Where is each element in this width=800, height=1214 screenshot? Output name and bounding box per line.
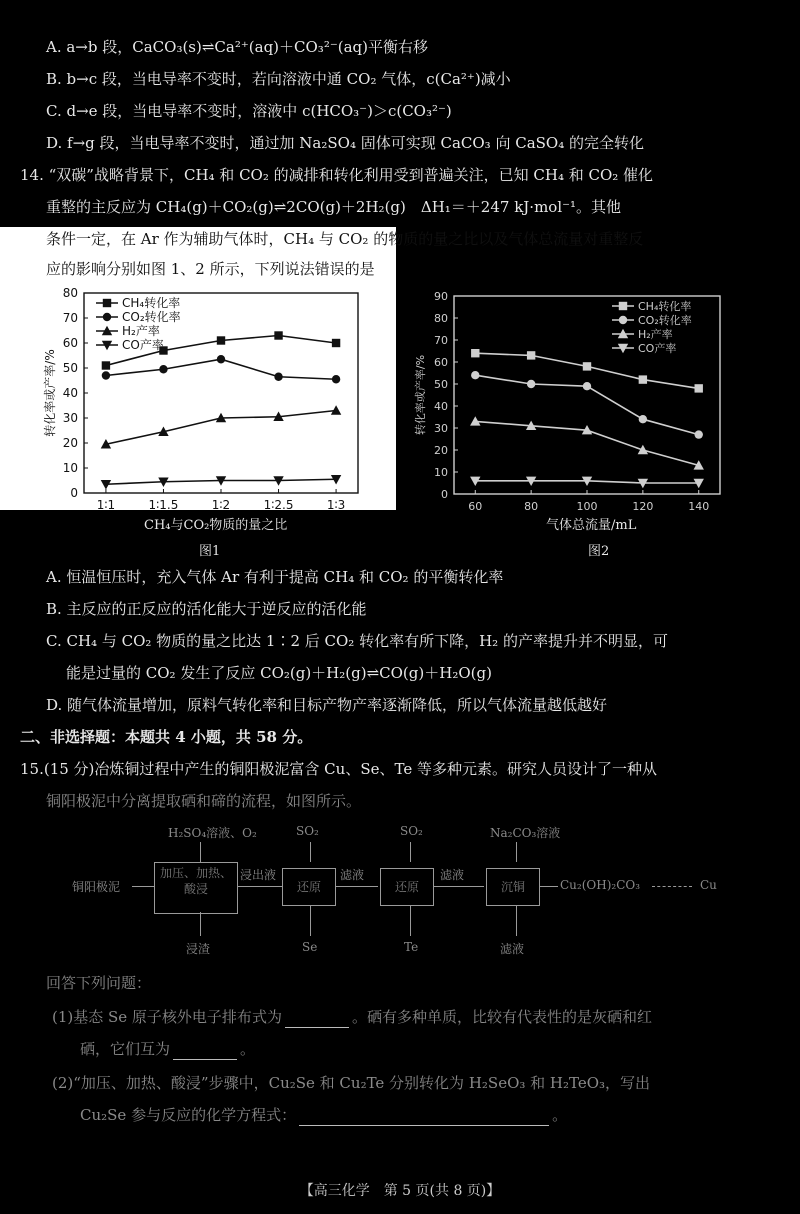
flow-input-1: H₂SO₄溶液、O₂ [168, 826, 257, 840]
flow-box-reduce-2: 还原 [380, 868, 434, 906]
y-tick-label: 80 [434, 312, 448, 325]
data-point [102, 361, 110, 369]
legend-marker [619, 302, 627, 310]
y-tick-label: 0 [70, 486, 78, 500]
section-2-heading: 二、非选择题：本题共 4 小题，共 58 分。 [20, 728, 313, 746]
data-point [102, 371, 110, 379]
q14-stem-line3-text: 条件一定，在 Ar 作为辅助气体时，CH₄ 与 CO₂ 的物质的量之比以及气体总流量对重整反 [46, 230, 644, 248]
q15-sub2-line1: (2)“加压、加热、酸浸”步骤中，Cu₂Se 和 Cu₂Te 分别转化为 H₂SeO₃ 和 H₂TeO₃，写出 [52, 1074, 651, 1092]
flow-final: Cu [700, 878, 717, 892]
x-tick-label: 1∶2.5 [263, 498, 294, 510]
flow-arrow-1 [238, 886, 282, 887]
flow-mid-3: 滤液 [440, 868, 465, 882]
data-point [159, 365, 167, 373]
y-tick-label: 60 [62, 336, 78, 350]
flow-arrow-4 [540, 886, 558, 887]
x-tick-label: 100 [576, 500, 598, 513]
y-tick-label: 50 [434, 378, 448, 391]
legend-label: CH₄转化率 [122, 296, 181, 310]
flow-arrow-in-1 [200, 842, 201, 862]
flow-output-1: 浸渣 [186, 942, 211, 956]
flow-arrow-out-4 [516, 906, 517, 936]
x-tick-label: 60 [468, 500, 483, 513]
q15-sub1-text-c: 硒，它们互为 [80, 1040, 171, 1058]
y-tick-label: 40 [434, 400, 448, 413]
page-footer: 【高三化学 第 5 页(共 8 页)】 [299, 1183, 501, 1199]
figure-2-xlabel: 气体总流量/mL [546, 518, 637, 533]
y-tick-label: 60 [434, 356, 448, 369]
q14-option-d: D. 随气体流量增加，原料气转化率和目标产物产率逐渐降低，所以气体流量越低越好 [46, 696, 608, 714]
legend-label: CO产率 [122, 338, 164, 352]
y-tick-label: 30 [434, 422, 448, 435]
prev-option-c: C. d→e 段，当电导率不变时，溶液中 c(HCO₃⁻)＞c(CO₃²⁻) [46, 102, 452, 120]
y-tick-label: 90 [434, 290, 448, 303]
flow-arrow-out-1 [200, 912, 201, 936]
legend-marker [619, 316, 627, 324]
flow-output-2: Se [302, 940, 318, 954]
q14-option-a: A. 恒温恒压时，充入气体 Ar 有利于提高 CH₄ 和 CO₂ 的平衡转化率 [46, 568, 504, 586]
q14-option-c: C. CH₄ 与 CO₂ 物质的量之比达 1∶2 后 CO₂ 转化率有所下降，H₂ 的产率提升并不明显，可 [46, 632, 668, 650]
legend-label: CO₂转化率 [638, 314, 692, 327]
flow-arrow-start [132, 886, 154, 887]
q15-sub1-text-b: 。硒有多种单质，比较有代表性的是灰硒和红 [351, 1008, 652, 1026]
flow-box-leach: 加压、加热、酸浸 [154, 862, 238, 914]
y-tick-label: 0 [441, 488, 448, 501]
flow-mid-1: 浸出液 [240, 868, 277, 882]
data-point [695, 384, 703, 392]
legend-marker [103, 299, 111, 307]
data-point [331, 405, 341, 414]
q15-sub2-blank[interactable] [299, 1109, 549, 1126]
flow-arrow-out-3 [410, 906, 411, 936]
q14-option-c-cont: 能是过量的 CO₂ 发生了反应 CO₂(g)＋H₂(g)⇌CO(g)＋H₂O(g) [66, 664, 492, 682]
data-point [527, 351, 535, 359]
y-axis-label: 转化率或产率/% [414, 354, 427, 436]
legend-label: CH₄转化率 [638, 300, 692, 313]
q14-stem-line1: 14. “双碳”战略背景下，CH₄ 和 CO₂ 的减排和转化利用受到普遍关注，已知 CH₄ 和 CO₂ 催化 [20, 166, 654, 184]
q14-option-b: B. 主反应的正反应的活化能大于逆反应的活化能 [46, 600, 367, 618]
flow-input-4: Na₂CO₃溶液 [490, 826, 561, 840]
y-tick-label: 80 [62, 286, 78, 300]
q14-stem-line2: 重整的主反应为 CH₄(g)＋CO₂(g)⇌2CO(g)＋2H₂(g) ΔH₁＝＋247 kJ·mol⁻¹。其他 [46, 198, 622, 216]
prev-option-d: D. f→g 段，当电导率不变时，通过加 Na₂SO₄ 固体可实现 CaCO₃ 向 CaSO₄ 的完全转化 [46, 134, 645, 152]
figure-1-caption: 图1 [199, 544, 221, 559]
figure-2-panel [398, 282, 728, 520]
flow-input-2: SO₂ [296, 824, 319, 838]
data-point [471, 349, 479, 357]
flow-box-reduce-1: 还原 [282, 868, 336, 906]
flow-input-3: SO₂ [400, 824, 423, 838]
y-tick-label: 20 [434, 444, 448, 457]
y-tick-label: 20 [62, 436, 78, 450]
legend-label: H₂产率 [122, 324, 160, 338]
data-point [217, 336, 225, 344]
legend-label: H₂产率 [638, 328, 673, 341]
q15-sub1-text-d: 。 [240, 1040, 256, 1058]
x-tick-label: 1∶1.5 [148, 498, 179, 510]
flow-arrow-in-2 [310, 842, 311, 862]
q14-stem-line3 [46, 228, 643, 250]
data-point [274, 373, 282, 381]
flow-start: 铜阳极泥 [72, 880, 121, 894]
data-point [695, 430, 703, 438]
q15-sub1-text-a: (1)基态 Se 原子核外电子排布式为 [52, 1008, 282, 1026]
x-tick-label: 140 [688, 500, 710, 513]
prev-option-a: A. a→b 段，CaCO₃(s)⇌Ca²⁺(aq)＋CO₃²⁻(aq)平衡右移 [46, 38, 428, 56]
y-axis-label: 转化率或产率/% [43, 349, 57, 437]
legend-label: CO₂转化率 [122, 310, 181, 324]
y-tick-label: 10 [62, 461, 78, 475]
x-tick-label: 1∶1 [96, 498, 116, 510]
data-point [639, 415, 647, 423]
q15-sub1-blank-2[interactable] [173, 1043, 237, 1060]
flow-arrow-3 [434, 886, 484, 887]
data-point [217, 355, 225, 363]
q15-sub2-text-b: Cu₂Se 参与反应的化学方程式： [80, 1106, 297, 1124]
x-tick-label: 80 [524, 500, 539, 513]
figure-1-xlabel: CH₄与CO₂物质的量之比 [144, 518, 288, 533]
flow-product: Cu₂(OH)₂CO₃ [560, 878, 641, 892]
data-point [639, 375, 647, 383]
y-tick-label: 30 [62, 411, 78, 425]
q15-sub1-line2 [80, 1038, 255, 1060]
q15-sub1-blank-1[interactable] [285, 1011, 349, 1028]
legend-label: CO产率 [638, 342, 677, 355]
flow-output-4: 滤液 [500, 942, 525, 956]
data-point [527, 380, 535, 388]
data-point [583, 362, 591, 370]
q15-sub2-period: 。 [552, 1106, 568, 1124]
y-tick-label: 70 [62, 311, 78, 325]
x-tick-label: 120 [632, 500, 654, 513]
q14-stem-line4: 应的影响分别如图 1、2 所示，下列说法错误的是 [46, 260, 375, 278]
y-tick-label: 50 [62, 361, 78, 375]
q15-stem-line1: 15.(15 分)冶炼铜过程中产生的铜阳极泥富含 Cu、Se、Te 等多种元素。研究人员设计了一种从 [20, 760, 657, 778]
flow-output-3: Te [404, 940, 419, 954]
flow-mid-2: 滤液 [340, 868, 365, 882]
legend-marker [103, 313, 111, 321]
data-point [332, 375, 340, 383]
data-point [583, 382, 591, 390]
prev-option-b: B. b→c 段，当电导率不变时，若向溶液中通 CO₂ 气体，c(Ca²⁺)减小 [46, 70, 511, 88]
figure-2-chart [398, 282, 728, 520]
y-tick-label: 10 [434, 466, 448, 479]
q15-stem-line2: 铜阳极泥中分离提取硒和碲的流程，如图所示。 [46, 792, 362, 810]
flow-arrow-in-3 [410, 842, 411, 862]
x-tick-label: 1∶2 [211, 498, 231, 510]
y-tick-label: 70 [434, 334, 448, 347]
flow-arrow-in-4 [516, 842, 517, 862]
flow-box-copper: 沉铜 [486, 868, 540, 906]
q15-answer-intro: 回答下列问题： [46, 974, 152, 992]
flow-arrow-2 [336, 886, 378, 887]
data-point [471, 371, 479, 379]
q15-sub1-line1 [52, 1006, 652, 1028]
flow-arrow-out-2 [310, 906, 311, 936]
flow-arrow-5 [652, 886, 692, 887]
x-tick-label: 1∶3 [326, 498, 346, 510]
figure-2-caption: 图2 [588, 544, 610, 559]
data-point [274, 331, 282, 339]
y-tick-label: 40 [62, 386, 78, 400]
q15-sub2-line2 [80, 1104, 567, 1126]
data-point [332, 339, 340, 347]
